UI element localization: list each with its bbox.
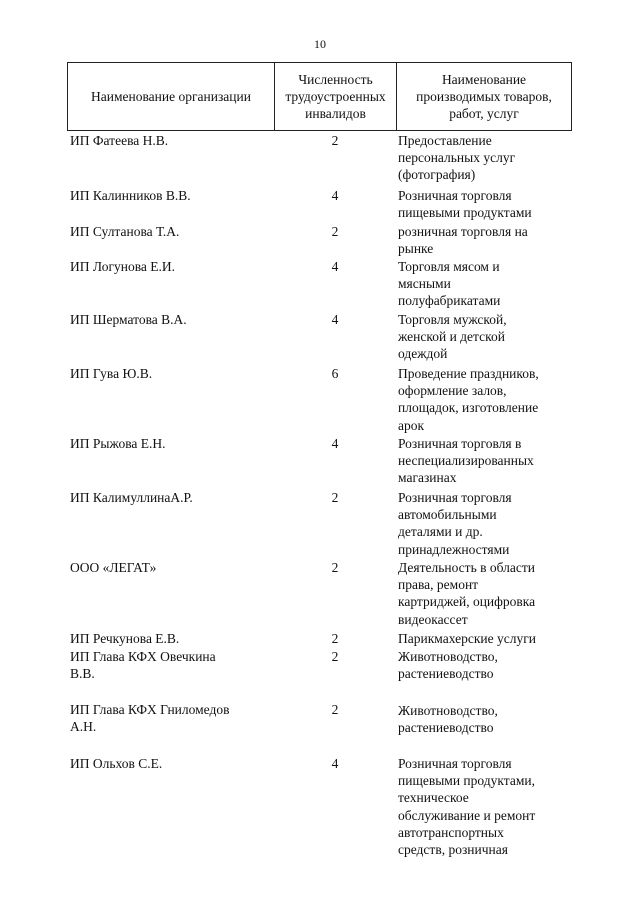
header-organization-label: Наименование организации (91, 89, 251, 104)
goods-services: Торговля мужской, женской и детской одеждой (398, 312, 507, 362)
organization-name: ООО «ЛЕГАТ» (70, 560, 157, 575)
disabled-employees-count: 2 (331, 224, 339, 239)
disabled-employees-count: 4 (331, 756, 339, 771)
goods-services: Розничная торговля пищевыми продуктами (398, 188, 532, 221)
disabled-employees-count: 2 (331, 133, 339, 148)
disabled-employees-count: 2 (331, 649, 339, 664)
page-number: 10 (314, 37, 326, 51)
disabled-employees-count: 2 (331, 702, 339, 717)
goods-services: Деятельность в области права, ремонт картриджей, оцифровка видеокассет (398, 560, 536, 627)
organization-name: ИП Шерматова В.А. (70, 312, 187, 327)
goods-services: Проведение праздников, оформление залов, площадок, изготовление арок (398, 366, 539, 433)
goods-services: Предоставление персональных услуг (фотография) (398, 133, 516, 183)
organization-name: ИП Фатеева Н.В. (70, 133, 169, 148)
header-organization (68, 63, 275, 130)
organization-name: ИП Рыжова Е.Н. (70, 436, 166, 451)
goods-services: Парикмахерские услуги (398, 631, 537, 646)
goods-services: Животноводство, растениеводство (398, 649, 498, 682)
organization-name: ИП Глава КФХ Овечкина В.В. (70, 649, 216, 682)
disabled-employees-count: 6 (331, 366, 339, 381)
disabled-employees-count: 4 (331, 436, 339, 451)
disabled-employees-count: 2 (331, 631, 339, 646)
goods-services: розничная торговля на рынке (398, 224, 528, 257)
organization-name: ИП Султанова Т.А. (70, 224, 180, 239)
organization-name: ИП Калинников В.В. (70, 188, 191, 203)
goods-services: Розничная торговля в неспециализированных магазинах (398, 436, 534, 486)
table-header-row (67, 62, 572, 131)
organization-name: ИП Речкунова Е.В. (70, 631, 180, 646)
organization-name: ИП Логунова Е.И. (70, 259, 176, 274)
header-count (275, 63, 397, 130)
organization-name: ИП Ольхов С.Е. (70, 756, 163, 771)
disabled-employees-count: 2 (331, 490, 339, 505)
goods-services: Розничная торговля автомобильными деталями и др. принадлежностями (398, 490, 512, 557)
goods-services: Розничная торговля пищевыми продуктами, техническое обслуживание и ремонт автотранспортных средств, розничная (398, 756, 536, 858)
header-goods-label: Наименование производимых товаров, работ, услуг (416, 72, 552, 121)
disabled-employees-count: 4 (331, 188, 339, 203)
organization-name: ИП Гува Ю.В. (70, 366, 153, 381)
disabled-employees-count: 4 (331, 259, 339, 274)
goods-services: Торговля мясом и мясными полуфабрикатами (398, 259, 501, 309)
organization-name: ИП КалимуллинаА.Р. (70, 490, 193, 505)
goods-services: Животноводство, растениеводство (398, 703, 498, 736)
header-count-label: Численность трудоустроенных инвалидов (285, 72, 386, 121)
organizations-table (67, 62, 572, 858)
disabled-employees-count: 4 (331, 312, 339, 327)
disabled-employees-count: 2 (331, 560, 339, 575)
header-goods (397, 63, 571, 130)
organization-name: ИП Глава КФХ Гниломедов А.Н. (70, 702, 230, 735)
